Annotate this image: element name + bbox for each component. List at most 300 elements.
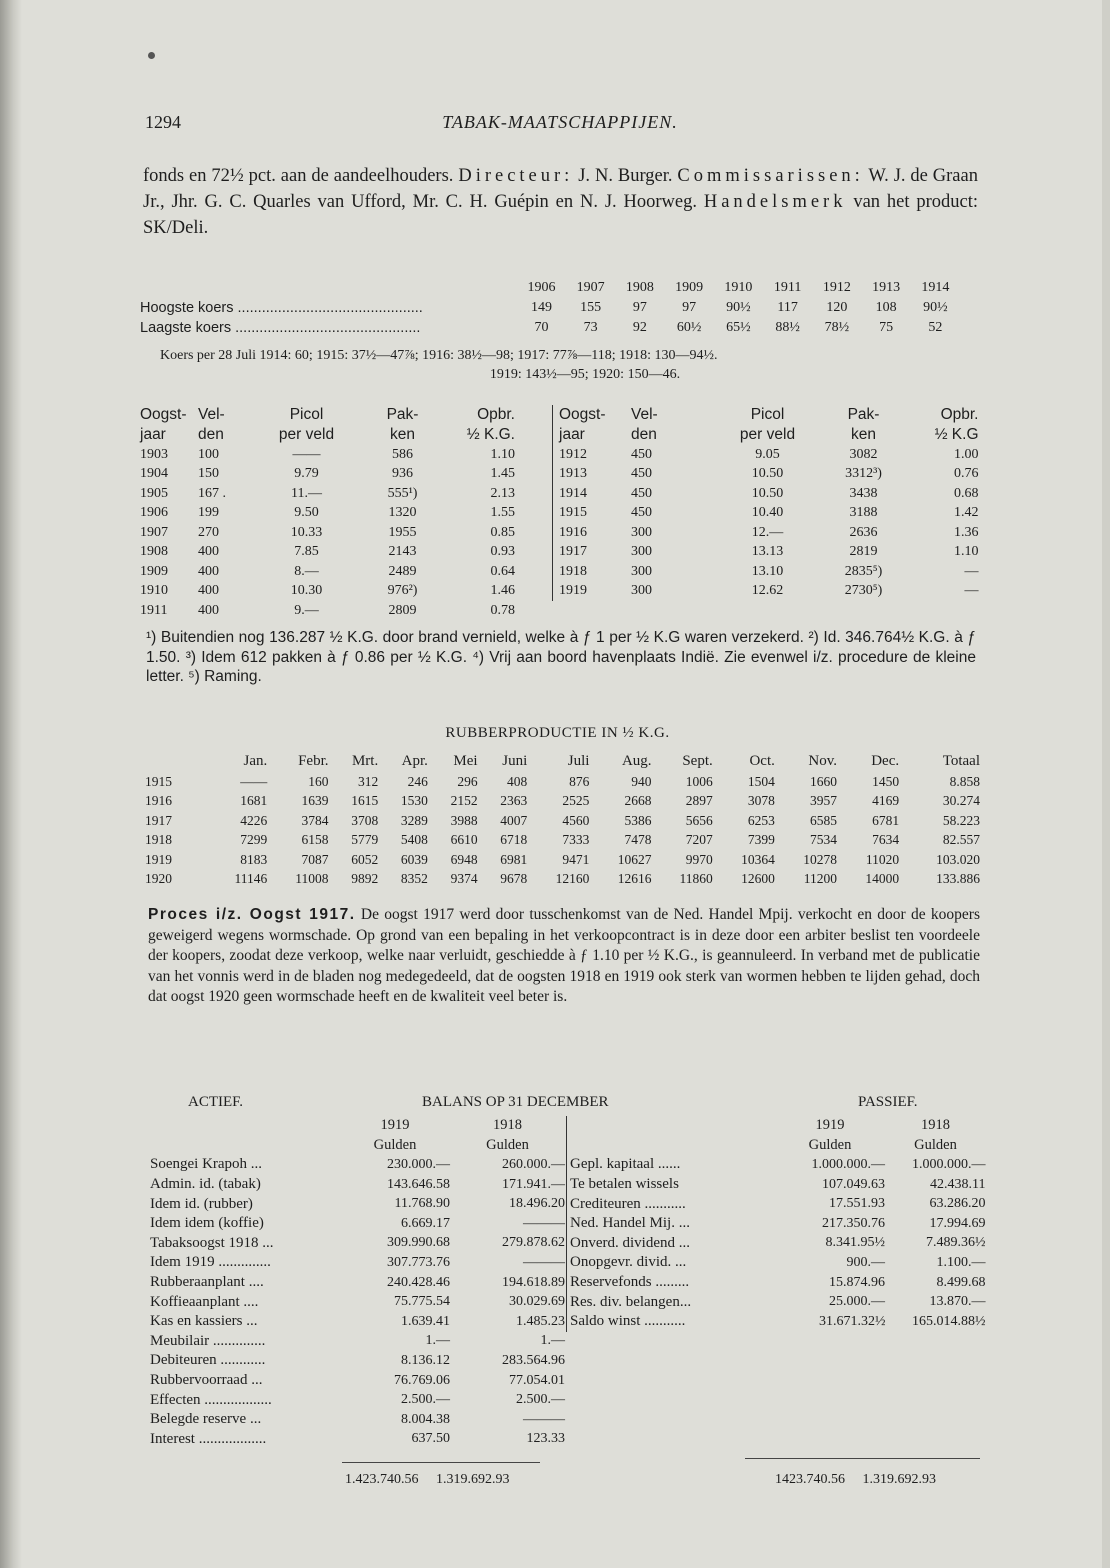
oogst-cell: 400 <box>198 602 219 618</box>
balance-value-1919: 25.000.— <box>829 1294 885 1310</box>
rubber-cell: 1530 <box>400 793 428 809</box>
rubber-cell: 7207 <box>685 832 713 848</box>
rubber-year: 1916 <box>145 793 172 809</box>
oogst-cell: 3438 <box>849 485 878 501</box>
oogst-cell: 10.50 <box>751 466 784 482</box>
balance-corner <box>150 1116 340 1136</box>
oogst-cell: 1909 <box>140 563 168 579</box>
balance-value-1919: 8.004.38 <box>401 1411 450 1427</box>
rubber-year: 1919 <box>145 851 172 867</box>
rubber-row <box>145 850 980 870</box>
oogst-cell: 1916 <box>559 524 587 540</box>
oogst-cell: 586 <box>392 446 413 462</box>
oogst-cell: 300 <box>631 563 652 579</box>
oogst-row <box>140 445 515 465</box>
rubber-cell: 3957 <box>810 793 837 809</box>
balance-value-1918: 30.029.69 <box>509 1294 565 1310</box>
balance-actief-table <box>150 1116 565 1449</box>
rubber-cell: 6948 <box>450 851 478 867</box>
oogst-row <box>140 465 515 485</box>
balance-unit-row <box>567 1136 986 1156</box>
intro-text-4: van het product: SK/Deli. <box>143 192 978 238</box>
rubber-cell: 2668 <box>624 793 652 809</box>
balance-value-1919: 8.341.95½ <box>825 1235 885 1251</box>
oogst-cell: 9.79 <box>294 466 319 482</box>
total-actief-1918: 1.319.692.93 <box>436 1472 510 1487</box>
oogst-cell: 100 <box>198 446 219 462</box>
oogst-row <box>553 484 979 504</box>
oogst-table-left <box>140 405 515 621</box>
rubber-cell: 7087 <box>301 851 329 867</box>
oogst-cell: 2819 <box>849 544 878 560</box>
balance-passief-row <box>567 1194 986 1214</box>
oogst-header <box>140 405 515 445</box>
oogst-col-subheader: jaar <box>140 426 166 443</box>
oogst-cell: 9.50 <box>294 505 319 521</box>
koers-table <box>140 278 960 338</box>
balance-item-name: Kas en kassiers ... <box>150 1313 258 1330</box>
balance-value-1918: ——— <box>523 1411 565 1427</box>
rubber-cell: 312 <box>357 773 379 789</box>
oogst-cell: 2835⁵) <box>844 563 883 579</box>
oogst-cell: 1320 <box>388 505 417 521</box>
balance-value-1919: 31.671.32½ <box>819 1313 886 1329</box>
oogst-header-row-2 <box>553 425 979 445</box>
balance-item-name: Onverd. dividend ... <box>570 1234 690 1251</box>
oogst-col-subheader: per veld <box>278 426 335 443</box>
balance-unit: Gulden <box>486 1136 529 1153</box>
oogst-col-header: Pak- <box>847 406 880 423</box>
oogst-row <box>140 601 515 621</box>
balance-value-1919: 1.639.41 <box>401 1313 450 1329</box>
oogst-cell: 300 <box>631 524 652 540</box>
rubber-month: Apr. <box>401 752 428 769</box>
oogst-row <box>553 562 979 582</box>
balance-item-name: Idem idem (koffie) <box>150 1215 264 1232</box>
balance-passief-row <box>567 1155 986 1175</box>
oogst-cell: 1904 <box>140 466 168 482</box>
directeur-label: Directeur: <box>458 166 574 186</box>
balance-value-1919: 76.769.06 <box>394 1372 450 1388</box>
koers-corner <box>140 278 517 298</box>
oogst-cell: 2143 <box>388 544 417 560</box>
rubber-cell: 3289 <box>400 812 428 828</box>
oogst-table-right <box>552 405 979 601</box>
koers-year: 1912 <box>822 280 851 295</box>
koers-value: 117 <box>777 300 798 315</box>
balance-item-name: Onopgevr. divid. ... <box>570 1254 687 1271</box>
koers-line-1: Koers per 28 Juli 1914: 60; 1915: 37½—47⅞; 1916: 38½—98; 1917: 77⅞—118; 1918: 130—94½. <box>160 348 718 363</box>
balance-value-1919: 17.551.93 <box>829 1196 885 1212</box>
oogst-cell: 1955 <box>388 524 417 540</box>
balance-item-name: Meubilair .............. <box>150 1332 266 1349</box>
rubber-cell: 12600 <box>741 871 775 887</box>
rubber-cell: 6610 <box>450 832 478 848</box>
rubber-cell: 82.557 <box>942 832 980 848</box>
balance-value-1918: 17.994.69 <box>929 1215 986 1231</box>
balance-value-1919: 107.049.63 <box>822 1176 885 1192</box>
rubber-cell: 9892 <box>351 871 379 887</box>
oogst-cell: 2.13 <box>490 485 515 501</box>
passief-label: PASSIEF. <box>858 1094 918 1110</box>
rubber-cell: 8352 <box>400 871 428 887</box>
koers-value: 52 <box>928 320 943 335</box>
oogst-row <box>553 582 979 602</box>
rubber-cell: 1504 <box>747 773 775 789</box>
balance-year-1918: 1918 <box>493 1117 522 1134</box>
balance-actief-row <box>150 1390 565 1410</box>
balance-passief-row <box>567 1292 986 1312</box>
balance-value-1919: 900.— <box>846 1254 885 1270</box>
oogst-cell: 450 <box>631 505 652 521</box>
rubber-cell: 10364 <box>741 851 775 867</box>
oogst-cell: 12.62 <box>751 583 784 599</box>
balance-value-1918: 2.500.— <box>516 1392 565 1408</box>
oogst-cell: 0.93 <box>490 544 515 560</box>
balance-actief-row <box>150 1155 565 1175</box>
balance-value-1918: 8.499.68 <box>936 1274 986 1290</box>
rubber-cell: 5386 <box>624 812 652 828</box>
balance-actief-row <box>150 1351 565 1371</box>
koers-row-label: Laagste koers .............................................. <box>140 320 421 336</box>
oogst-cell: 1906 <box>140 505 168 521</box>
balance-unit-row <box>150 1136 565 1156</box>
rubber-table-title: RUBBERPRODUCTIE IN ½ K.G. <box>445 725 670 741</box>
rubber-cell: 2897 <box>685 793 713 809</box>
koers-value: 149 <box>530 300 552 315</box>
balance-corner <box>150 1136 340 1156</box>
rubber-cell: 7333 <box>562 832 590 848</box>
oogst-cell: 450 <box>631 485 652 501</box>
oogst-body <box>140 445 515 621</box>
rubber-month-row <box>145 750 980 772</box>
rubber-cell: 7299 <box>240 832 268 848</box>
balance-year-row <box>150 1116 565 1136</box>
oogst-cell: — <box>964 563 979 579</box>
rubber-year: 1918 <box>145 832 172 848</box>
rubber-cell: 7634 <box>872 832 900 848</box>
balance-value-1918: 260.000.— <box>502 1156 565 1172</box>
oogst-row <box>140 562 515 582</box>
rubber-cell: 4007 <box>500 812 528 828</box>
rubber-cell: 6158 <box>301 832 329 848</box>
rubber-cell: 6981 <box>500 851 528 867</box>
oogst-cell: 3188 <box>849 505 878 521</box>
rubber-cell: 4226 <box>240 812 268 828</box>
oogst-cell: 976²) <box>387 583 418 599</box>
koers-row <box>140 318 960 338</box>
actief-label: ACTIEF. <box>188 1094 244 1110</box>
oogst-col-subheader: ken <box>851 426 876 443</box>
koers-year: 1907 <box>576 280 605 295</box>
rubber-row <box>145 772 980 792</box>
balance-item-name: Admin. id. (tabak) <box>150 1176 261 1193</box>
koers-year: 1910 <box>724 280 753 295</box>
rubber-cell: 1450 <box>872 773 900 789</box>
rubber-cell: 14000 <box>865 871 900 887</box>
oogst-cell: 1911 <box>140 602 168 618</box>
rubber-cell: 6253 <box>747 812 775 828</box>
balance-actief-row <box>150 1332 565 1352</box>
balance-value-1918: 1.100.— <box>936 1254 986 1270</box>
balance-item-name: Belegde reserve ... <box>150 1411 262 1428</box>
intro-text-1: fonds en 72½ pct. aan de aandeelhouders. <box>143 166 459 186</box>
page-title: TABAK-MAATSCHAPPIJEN. <box>442 112 678 132</box>
oogst-row <box>140 484 515 504</box>
koers-value: 92 <box>632 320 647 335</box>
rubber-cell: 3784 <box>301 812 329 828</box>
rubber-cell: 7478 <box>624 832 652 848</box>
oogst-cell: 8.— <box>294 563 319 579</box>
rubber-cell: 1660 <box>810 773 837 789</box>
balance-actief-row <box>150 1292 565 1312</box>
oogst-cell: 7.85 <box>294 544 319 560</box>
rubber-production-table <box>145 750 980 889</box>
balance-value-1918: 1.485.23 <box>516 1313 565 1329</box>
koers-value: 155 <box>580 300 602 315</box>
oogst-cell: 1912 <box>559 446 587 462</box>
total-rule-left <box>342 1462 540 1463</box>
rubber-cell: 58.223 <box>942 812 980 828</box>
rubber-cell: 12616 <box>617 871 652 887</box>
balance-year-1919: 1919 <box>815 1117 845 1134</box>
rubber-row <box>145 831 980 851</box>
balance-value-1919: 11.768.90 <box>394 1196 450 1212</box>
oogst-cell: 1915 <box>559 505 587 521</box>
balance-actief-row <box>150 1371 565 1391</box>
oogst-cell: 1.00 <box>954 446 979 462</box>
balance-corner <box>567 1136 776 1156</box>
oogst-cell: 450 <box>631 466 652 482</box>
balance-value-1918: 13.870.— <box>929 1294 986 1310</box>
oogst-cell: 2730⁵) <box>844 583 883 599</box>
rubber-cell: 6039 <box>400 851 428 867</box>
oogst-cell: 12.— <box>751 524 784 540</box>
total-rule-right <box>745 1458 980 1459</box>
rubber-cell: 11200 <box>803 871 837 887</box>
intro-text-2: J. N. Burger. <box>573 166 678 186</box>
balance-value-1919: 230.000.— <box>387 1156 450 1172</box>
balance-value-1918: 7.489.36½ <box>926 1235 986 1251</box>
total-passief-1918: 1.319.692.93 <box>862 1472 936 1487</box>
rubber-month: Nov. <box>808 752 837 769</box>
koers-year: 1909 <box>675 280 704 295</box>
rubber-cell: 2525 <box>562 793 590 809</box>
oogst-header-row-1 <box>140 405 515 425</box>
oogst-cell: 3312³) <box>845 466 882 482</box>
koers-row <box>140 298 960 318</box>
rubber-cell: 11146 <box>234 871 268 887</box>
oogst-cell: 270 <box>198 524 219 540</box>
balance-item-name: Gepl. kapitaal ...... <box>570 1156 681 1173</box>
rubber-row <box>145 870 980 890</box>
oogst-cell: 1.45 <box>490 466 515 482</box>
balance-item-name: Idem id. (rubber) <box>150 1195 253 1212</box>
rubber-cell: 876 <box>569 773 590 789</box>
running-header <box>145 112 975 140</box>
oogst-cell: 1913 <box>559 466 587 482</box>
total-actief-1919: 1.423.740.56 <box>345 1472 419 1487</box>
rubber-cell: 5408 <box>400 832 428 848</box>
balance-item-name: Effecten .................. <box>150 1391 272 1408</box>
oogst-cell: 400 <box>198 544 219 560</box>
koers-year: 1906 <box>527 280 556 295</box>
oogst-row <box>553 504 979 524</box>
oogst-cell: 936 <box>392 466 413 482</box>
koers-value: 88½ <box>775 320 800 335</box>
balance-item-name: Te betalen wissels <box>570 1176 679 1193</box>
balance-value-1918: 63.286.20 <box>929 1196 986 1212</box>
balance-actief-row <box>150 1410 565 1430</box>
rubber-row <box>145 811 980 831</box>
rubber-cell: 9374 <box>450 871 478 887</box>
balance-item-name: Idem 1919 .............. <box>150 1254 271 1271</box>
rubber-cell: 1639 <box>301 793 329 809</box>
oogst-col-subheader: jaar <box>559 426 585 443</box>
koers-value: 78½ <box>824 320 850 335</box>
oogst-col-subheader: ½ K.G. <box>466 426 515 443</box>
balance-value-1919: 307.773.76 <box>387 1254 450 1270</box>
oogst-cell: 400 <box>198 583 219 599</box>
rubber-cell: 4560 <box>562 812 590 828</box>
rubber-header <box>145 750 980 772</box>
rubber-year: 1917 <box>145 812 172 828</box>
rubber-month: Juni <box>502 752 528 769</box>
balance-value-1919: 1.— <box>425 1333 450 1349</box>
oogst-col-header: Picol <box>750 406 785 423</box>
balance-year-row <box>567 1116 986 1136</box>
oogst-cell: 450 <box>631 446 652 462</box>
rubber-month: Juli <box>567 752 590 769</box>
oogst-cell: 1.36 <box>954 524 979 540</box>
totals-actief <box>345 1472 510 1488</box>
oogst-cell: 0.68 <box>954 485 979 501</box>
balance-passief-row <box>567 1175 986 1195</box>
oogst-cell: 10.30 <box>290 583 323 599</box>
commissarissen-label: Commissarissen: <box>677 166 864 186</box>
rubber-month: Aug. <box>621 752 652 769</box>
balance-value-1918: 279.878.62 <box>502 1235 565 1251</box>
balance-actief-row <box>150 1273 565 1293</box>
balance-item-name: Interest .................. <box>150 1430 267 1447</box>
balance-value-1918: 1.000.000.— <box>912 1156 986 1172</box>
oogst-cell: 9.— <box>294 602 319 618</box>
oogst-cell: 0.78 <box>490 602 515 618</box>
totals-passief <box>775 1472 936 1488</box>
oogst-cell: 1918 <box>559 563 587 579</box>
rubber-month: Oct. <box>749 752 775 769</box>
balance-item-name: Reservefonds ......... <box>570 1274 690 1291</box>
rubber-cell: 1681 <box>240 793 268 809</box>
rubber-month: Totaal <box>942 752 980 769</box>
rubber-cell: 3988 <box>450 812 478 828</box>
balance-actief-row <box>150 1312 565 1332</box>
balance-passief-row <box>567 1312 986 1332</box>
rubber-cell: 6781 <box>872 812 900 828</box>
rubber-cell: 9678 <box>500 871 528 887</box>
balance-actief-row <box>150 1234 565 1254</box>
oogst-col-subheader: ken <box>390 426 415 443</box>
oogst-col-header: Vel- <box>198 406 225 423</box>
oogst-col-header: Vel- <box>631 406 658 423</box>
oogst-cell: 1903 <box>140 446 168 462</box>
oogst-header <box>553 405 979 445</box>
koers-row-label: Hoogste koers .............................................. <box>140 300 423 316</box>
oogst-col-header: Pak- <box>386 406 419 423</box>
rubber-cell: 2363 <box>500 793 528 809</box>
oogst-cell: 13.13 <box>751 544 784 560</box>
oogst-row <box>553 523 979 543</box>
balance-actief-row <box>150 1430 565 1450</box>
koers-line-2: 1919: 143½—95; 1920: 150—46. <box>489 367 681 382</box>
balance-item-name: Crediteuren ........... <box>570 1195 686 1212</box>
page-number: 1294 <box>145 112 181 132</box>
balance-item-name: Koffieaanplant .... <box>150 1293 259 1310</box>
intro-text-3: W. J. de Graan Jr., Jhr. G. C. Quarles van Ufford, Mr. C. H. Guépin en N. J. Hoorweg. <box>143 166 978 212</box>
rubber-cell: 11860 <box>679 871 713 887</box>
balance-value-1919: 8.136.12 <box>401 1352 450 1368</box>
rubber-cell: 6052 <box>351 851 379 867</box>
oogst-cell: 1914 <box>559 485 587 501</box>
oogst-cell: 1.10 <box>954 544 979 560</box>
balance-item-name: Soengei Krapoh ... <box>150 1156 263 1173</box>
balance-value-1918: 171.941.— <box>502 1176 565 1192</box>
oogst-cell: — <box>964 583 979 599</box>
balance-value-1919: 1.000.000.— <box>811 1156 885 1172</box>
rubber-cell: 408 <box>507 773 528 789</box>
balance-value-1918: 18.496.20 <box>509 1196 565 1212</box>
oogst-cell: 300 <box>631 583 652 599</box>
oogst-cell: 9.05 <box>755 446 780 462</box>
oogst-cell: 1.42 <box>954 505 979 521</box>
rubber-cell: 4169 <box>872 793 900 809</box>
balance-value-1918: 283.564.96 <box>502 1352 565 1368</box>
rubber-cell: 160 <box>308 773 329 789</box>
rubber-cell: 9471 <box>562 851 590 867</box>
balance-value-1918: 42.438.11 <box>930 1176 986 1192</box>
balance-value-1919: 637.50 <box>411 1431 450 1447</box>
oogst-cell: 300 <box>631 544 652 560</box>
oogst-body <box>553 445 979 601</box>
koers-value: 70 <box>534 320 549 335</box>
oogst-cell: 1905 <box>140 485 168 501</box>
oogst-col-header: Oogst- <box>140 406 187 423</box>
oogst-header-row-1 <box>553 405 979 425</box>
rubber-cell: 6718 <box>500 832 528 848</box>
rubber-cell: 1006 <box>685 773 713 789</box>
oogst-cell: 1.46 <box>490 583 515 599</box>
rubber-cell: 7399 <box>747 832 775 848</box>
footnotes: ¹) Buitendien nog 136.287 ½ K.G. door brand vernield, welke à ƒ 1 per ½ K.G waren verzekerd. ²) Id. 346.764½ K.G. à ƒ 1.50. ³) Idem 612 pakken à ƒ 0.86 per ½ K.G. ⁴) Vrij aan boord havenplaats Indië. Zie evenwel i/z. procedure de kleine letter. ⁵) Raming. <box>146 629 976 685</box>
balance-passief-row <box>567 1253 986 1273</box>
balance-value-1919: 75.775.54 <box>394 1294 450 1310</box>
rubber-month: Mrt. <box>351 752 379 769</box>
balance-value-1919: 309.990.68 <box>387 1235 450 1251</box>
balance-value-1918: 194.618.89 <box>502 1274 565 1290</box>
koers-value: 90½ <box>923 300 948 315</box>
oogst-cell: 3082 <box>849 446 878 462</box>
oogst-cell: 10.33 <box>290 524 323 540</box>
oogst-cell: 0.64 <box>490 563 515 579</box>
rubber-cell: 5656 <box>685 812 713 828</box>
rubber-cell: 3708 <box>351 812 379 828</box>
balance-item-name: Ned. Handel Mij. ... <box>570 1215 690 1232</box>
proces-text: De oogst 1917 werd door tusschenkomst van de Ned. Handel Mpij. verkocht en door de koopers geweigerd wegens wormschade. Op grond van een bepaling in het verkoopcontract is in deze door een arbiter beslist ten voordeele der koopers, zoodat deze verkoop, welke naar verluidt, geschiedde à ƒ 1.10 per ½ K.G., is geannuleerd. In verband met de publicatie van het vonnis werd in de bladen nog medegedeeld, dat de oogsten 1918 en 1919 ook sterk van wormen hebben te lijden gehad, doch dat oogst 1920 geen wormschade heeft en de kwaliteit veel beter is. <box>148 906 980 1005</box>
rubber-cell: 7534 <box>810 832 837 848</box>
balance-item-name: Debiteuren ............ <box>150 1352 266 1369</box>
handelsmerk-label: Handelsmerk <box>703 192 847 212</box>
proces-heading: Proces i/z. Oogst 1917. <box>148 906 356 923</box>
